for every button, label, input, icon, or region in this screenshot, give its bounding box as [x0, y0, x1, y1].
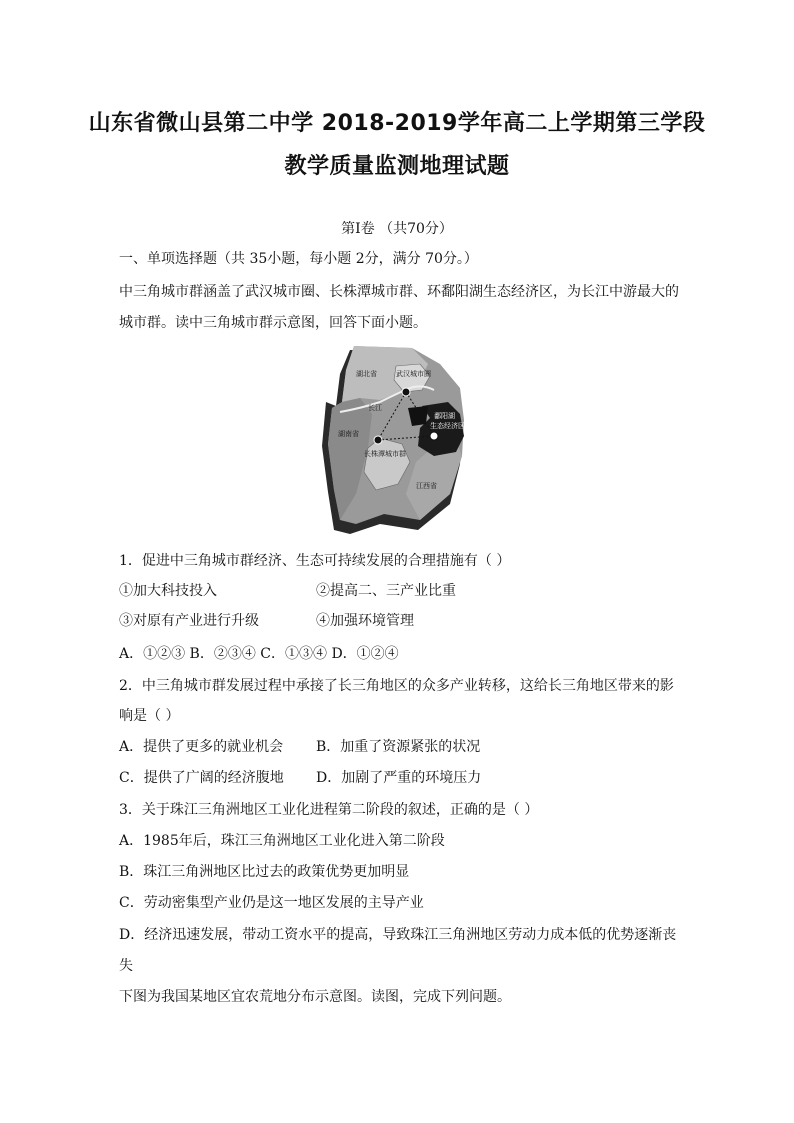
q3-option-d-1: D．经济迅速发展，带动工资水平的提高，导致珠江三角洲地区劳动力成本低的优势逐渐丧: [119, 927, 677, 943]
label-changjiang: 长江: [368, 404, 382, 412]
label-poyang: 鄱阳湖: [434, 412, 455, 420]
q2-stem-2: 响是（ ）: [119, 708, 180, 724]
q3-option-c: C．劳动密集型产业仍是这一地区发展的主导产业: [119, 895, 424, 911]
page-title-line2: 教学质量监测地理试题: [284, 154, 510, 179]
q1-stem: 1．促进中三角城市群经济、生态可持续发展的合理措施有（ ）: [119, 553, 511, 569]
section-heading: 第Ⅰ卷 （共70分）: [341, 221, 453, 237]
label-hubei: 湖北省: [356, 370, 377, 378]
q2-option-c: C．提供了广阔的经济腹地: [119, 770, 284, 786]
label-jiangxi: 江西省: [416, 482, 437, 490]
q3-stem: 3．关于珠江三角洲地区工业化进程第二阶段的叙述，正确的是（ ）: [119, 802, 539, 818]
q1-item-2: ②提高二、三产业比重: [316, 583, 456, 599]
q1-item-1: ①加大科技投入: [119, 583, 217, 599]
q3-option-a: A．1985年后，珠江三角洲地区工业化进入第二阶段: [119, 833, 445, 849]
label-wuhan: 武汉城市圈: [396, 370, 431, 378]
q1-item-3: ③对原有产业进行升级: [119, 613, 259, 629]
q1-choices: A．①②③ B．②③④ C．①③④ D．①②④: [119, 646, 399, 662]
page-title-line1: 山东省微山县第二中学 2018-2019学年高二上学期第三学段: [88, 111, 706, 136]
q2-option-b: B．加重了资源紧张的状况: [316, 739, 481, 755]
part-heading: 一、单项选择题（共 35小题，每小题 2分，满分 70分。）: [119, 251, 478, 267]
label-hunan: 湖南省: [338, 430, 359, 438]
q3-option-d-2: 失: [119, 958, 133, 974]
label-poyang-zone: 生态经济区: [430, 422, 465, 430]
q2-option-a: A．提供了更多的就业机会: [119, 739, 284, 755]
triangle-city-map: [310, 344, 478, 536]
q1-item-4: ④加强环境管理: [316, 613, 414, 629]
q2-stem-1: 2．中三角城市群发展过程中承接了长三角地区的众多产业转移，这给长三角地区带来的影: [119, 678, 674, 694]
q3-option-b: B．珠江三角洲地区比过去的政策优势更加明显: [119, 864, 410, 880]
next-section-intro: 下图为我国某地区宜农荒地分布示意图。读图，完成下列问题。: [119, 989, 511, 1005]
label-czt: 长株潭城市群: [364, 450, 406, 458]
intro-line-2: 城市群。读中三角城市群示意图，回答下面小题。: [119, 315, 427, 331]
q2-option-d: D．加剧了严重的环境压力: [316, 770, 482, 786]
intro-line-1: 中三角城市群涵盖了武汉城市圈、长株潭城市群、环鄱阳湖生态经济区，为长江中游最大的: [119, 284, 679, 300]
